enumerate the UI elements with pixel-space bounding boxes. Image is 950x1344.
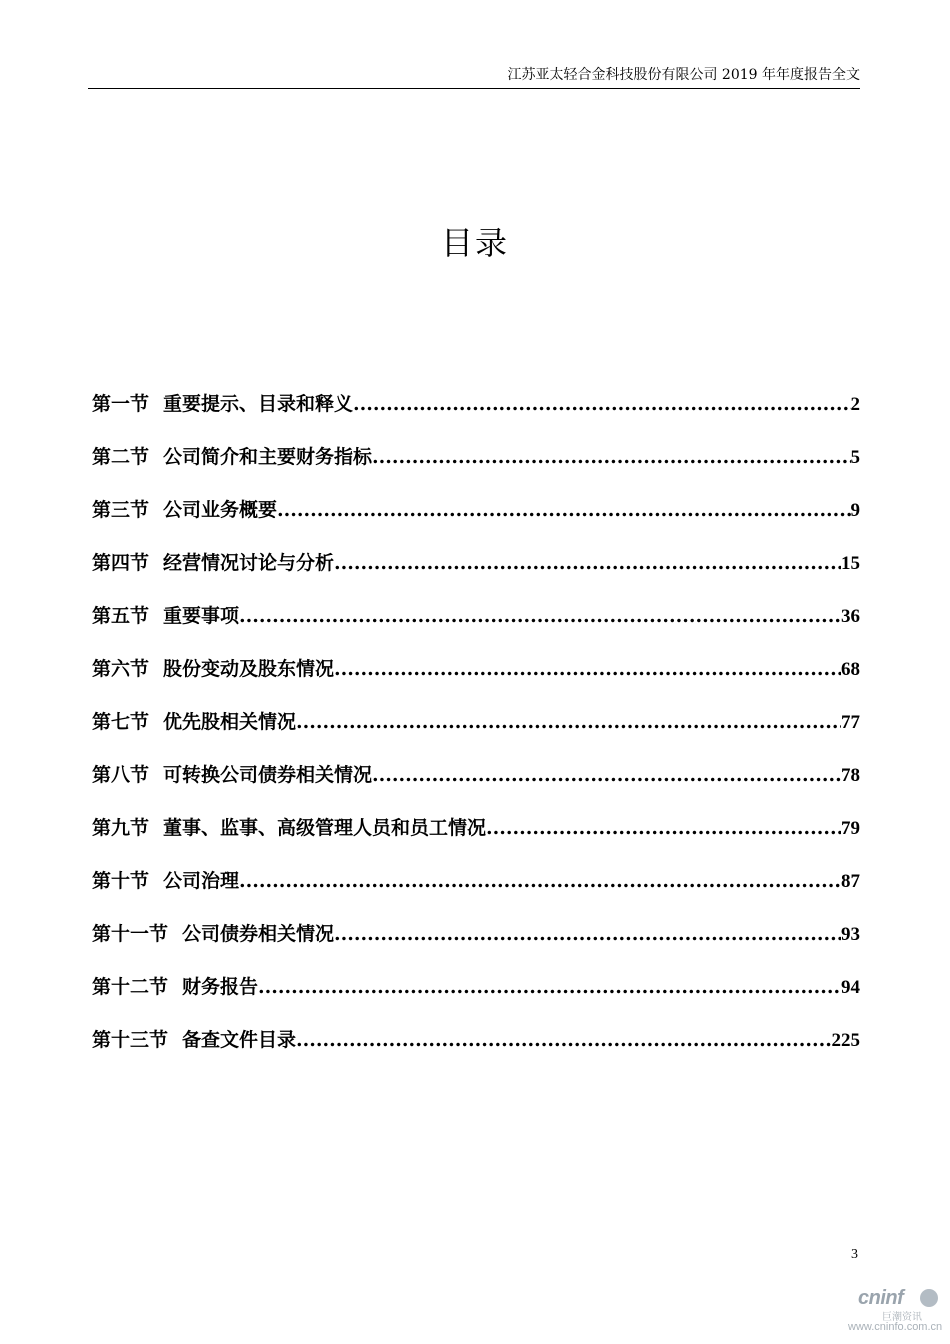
toc-title: 董事、监事、高级管理人员和员工情况 xyxy=(163,817,487,839)
toc-leader xyxy=(296,1025,831,1055)
toc-title: 公司治理 xyxy=(163,870,240,892)
toc-title: 备查文件目录 xyxy=(182,1029,297,1051)
toc-page-number: 87 xyxy=(841,871,860,892)
cninfo-watermark xyxy=(848,1287,943,1335)
toc-page-number: 68 xyxy=(841,659,860,680)
toc-section: 第十二节 xyxy=(92,976,169,998)
toc-entry[interactable] xyxy=(92,654,860,707)
watermark-url: www.cninfo.com.cn xyxy=(848,1321,943,1333)
toc-leader xyxy=(334,548,841,578)
toc-page-number: 225 xyxy=(831,1030,860,1051)
toc-entry[interactable] xyxy=(92,495,860,548)
toc-leader xyxy=(486,813,841,843)
toc-title: 优先股相关情况 xyxy=(163,711,297,733)
toc-entry[interactable] xyxy=(92,389,860,442)
cninfo-logo-icon xyxy=(920,1289,938,1307)
toc-entry[interactable] xyxy=(92,707,860,760)
toc-entry[interactable] xyxy=(92,813,860,866)
toc-leader xyxy=(296,707,841,737)
toc-section: 第六节 xyxy=(92,658,150,680)
toc-page-number: 5 xyxy=(850,447,860,468)
toc-section: 第八节 xyxy=(92,764,150,786)
page-title: 目录 xyxy=(440,224,509,262)
toc-section: 第十一节 xyxy=(92,923,169,945)
toc-title: 财务报告 xyxy=(182,976,259,998)
toc-page-number: 79 xyxy=(841,818,860,839)
toc-leader xyxy=(277,495,850,525)
page-header xyxy=(88,64,860,89)
header-text: 江苏亚太轻合金科技股份有限公司 2019 年年度报告全文 xyxy=(507,67,860,83)
toc-entry[interactable] xyxy=(92,866,860,919)
toc-entry[interactable] xyxy=(92,601,860,654)
toc-leader xyxy=(353,389,850,419)
toc-page-number: 78 xyxy=(841,765,860,786)
page-number: 3 xyxy=(851,1247,858,1262)
toc-leader xyxy=(258,972,841,1002)
toc-entry[interactable] xyxy=(92,919,860,972)
toc-leader xyxy=(239,601,841,631)
toc-title: 股份变动及股东情况 xyxy=(163,658,335,680)
toc-page-number: 9 xyxy=(850,500,860,521)
toc-page-number: 36 xyxy=(841,606,860,627)
toc-section: 第十三节 xyxy=(92,1029,169,1051)
toc-section: 第四节 xyxy=(92,552,150,574)
toc-title: 公司债券相关情况 xyxy=(182,923,335,945)
toc-title: 重要提示、目录和释义 xyxy=(163,393,354,415)
toc-leader xyxy=(239,866,841,896)
toc-title: 重要事项 xyxy=(163,605,240,627)
toc-page-number: 2 xyxy=(850,394,860,415)
toc-entry[interactable] xyxy=(92,442,860,495)
toc-page-number: 77 xyxy=(841,712,860,733)
toc-page-number: 15 xyxy=(841,553,860,574)
toc-leader xyxy=(334,919,841,949)
toc-section: 第三节 xyxy=(92,499,150,521)
toc-section: 第七节 xyxy=(92,711,150,733)
toc-entry[interactable] xyxy=(92,1025,860,1078)
toc-section: 第二节 xyxy=(92,446,150,468)
toc-entry[interactable] xyxy=(92,548,860,601)
toc-page-number: 94 xyxy=(841,977,860,998)
toc-title: 公司业务概要 xyxy=(163,499,278,521)
table-of-contents xyxy=(92,389,860,1078)
toc-section: 第一节 xyxy=(92,393,150,415)
toc-section: 第十节 xyxy=(92,870,150,892)
toc-leader xyxy=(372,442,850,472)
toc-leader xyxy=(372,760,841,790)
toc-title: 公司简介和主要财务指标 xyxy=(163,446,373,468)
watermark-logo-text: cninf xyxy=(858,1287,904,1309)
toc-section: 第五节 xyxy=(92,605,150,627)
toc-title: 可转换公司债券相关情况 xyxy=(163,764,373,786)
toc-entry[interactable] xyxy=(92,972,860,1025)
toc-leader xyxy=(334,654,841,684)
toc-section: 第九节 xyxy=(92,817,150,839)
toc-title: 经营情况讨论与分析 xyxy=(163,552,335,574)
toc-page-number: 93 xyxy=(841,924,860,945)
toc-entry[interactable] xyxy=(92,760,860,813)
watermark-chinese-text: 巨潮资讯 xyxy=(882,1312,922,1323)
